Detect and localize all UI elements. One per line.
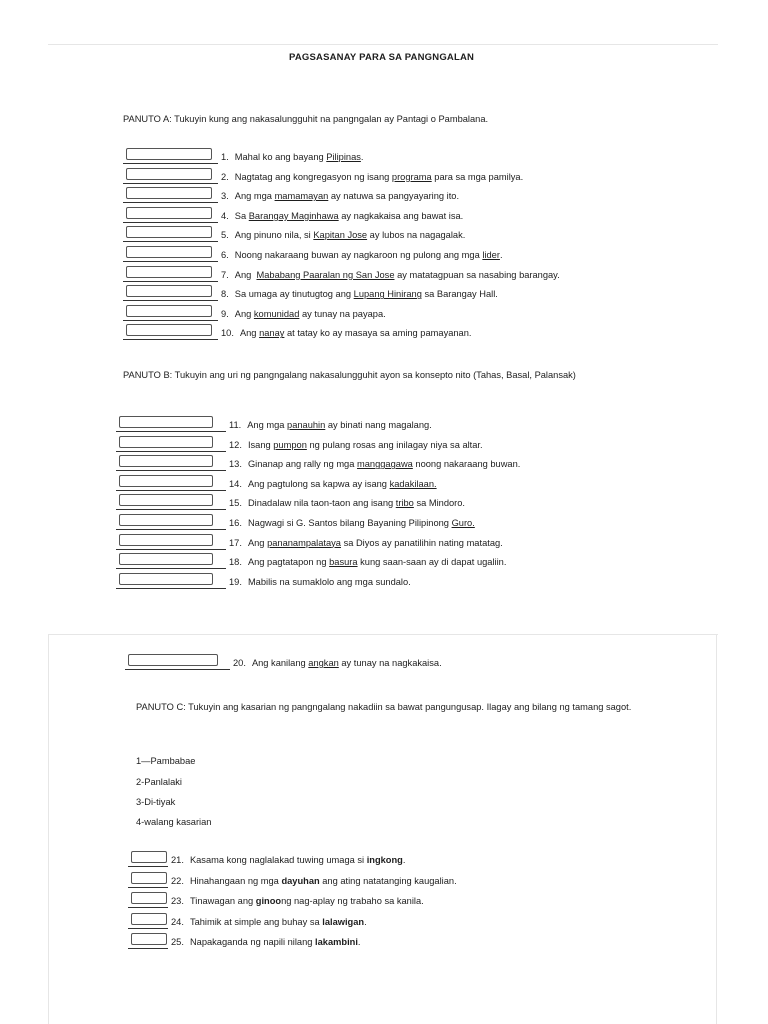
key-noun: pananampalataya — [267, 537, 341, 548]
question-number: 13. — [229, 459, 242, 470]
key-noun: lalawigan — [322, 916, 365, 927]
question-text: Tahimik at simple ang buhay sa — [189, 916, 323, 927]
key-noun: tribo — [395, 498, 414, 509]
question-text: Ang pagtulong sa kapwa ay isang — [247, 478, 390, 489]
question-text: Ginanap ang rally ng mga — [247, 459, 357, 470]
question-text-end: . — [499, 250, 503, 260]
legend-1: 1—Pambabae — [136, 756, 196, 766]
question-text-end: at tatay ko ay masaya sa aming pamayanan. — [284, 328, 472, 339]
answer-blank[interactable] — [128, 938, 168, 949]
question-text: Sa — [234, 210, 249, 221]
answer-blank[interactable] — [116, 421, 226, 432]
question-text: Ang — [239, 328, 260, 339]
answer-box[interactable] — [126, 246, 212, 258]
panuto-c: PANUTO C: Tukuyin ang kasarian ng pangngalang nakadiin sa bawat pangungusap. Ilagay ang bilang ng tamang sagot. — [136, 702, 632, 712]
question-row-3 — [123, 189, 459, 203]
page2-top-edge — [48, 634, 718, 635]
question-text-end: ay tunay na nagkakaisa. — [338, 658, 442, 668]
answer-box[interactable] — [131, 933, 167, 945]
answer-box[interactable] — [126, 266, 212, 278]
question-text: Ang mga — [234, 191, 275, 202]
question-text-end: ay tunay na payapa. — [299, 308, 386, 319]
question-text-end: ang ating natatanging kaugalian. — [319, 875, 457, 886]
question-row-24 — [128, 915, 367, 929]
question-text-end: . — [357, 937, 361, 947]
question-number: 16. — [229, 518, 242, 528]
question-text-end: ay lubos na nagagalak. — [367, 230, 466, 241]
question-text-end: sa Barangay Hall. — [421, 289, 498, 300]
question-row-22 — [128, 874, 457, 888]
answer-box[interactable] — [119, 494, 213, 506]
question-row-8 — [123, 287, 498, 301]
question-row-20 — [125, 656, 442, 670]
question-text-end: para sa mga pamilya. — [431, 171, 524, 182]
question-text: Mabilis na sumaklolo ang mga sundalo. — [247, 576, 411, 587]
key-noun: Pilipinas — [326, 152, 361, 162]
answer-blank[interactable] — [123, 212, 218, 223]
answer-blank[interactable] — [125, 659, 230, 670]
question-text-end: ng nag-aplay ng trabaho sa kanila. — [281, 896, 424, 906]
answer-blank[interactable] — [116, 460, 226, 471]
key-noun: Lupang Hinirang — [353, 289, 422, 300]
answer-box[interactable] — [119, 553, 213, 565]
question-number: 6. — [221, 250, 229, 260]
legend-4: 4-walang kasarian — [136, 817, 212, 827]
key-noun: Barangay Maginhawa — [248, 210, 339, 221]
key-noun: dayuhan — [281, 875, 320, 886]
question-row-17 — [116, 536, 503, 550]
question-text: Isang — [247, 439, 274, 450]
answer-blank[interactable] — [123, 290, 218, 301]
answer-blank[interactable] — [128, 856, 168, 867]
answer-box[interactable] — [131, 851, 167, 863]
answer-box[interactable] — [126, 226, 212, 238]
question-text: Ang pagtatapon ng — [247, 557, 330, 568]
question-text: Ang mga — [247, 420, 288, 430]
answer-blank[interactable] — [123, 310, 218, 321]
question-row-1 — [123, 150, 363, 164]
question-row-11 — [116, 418, 432, 432]
answer-blank[interactable] — [123, 173, 218, 184]
key-noun: pumpon — [273, 439, 307, 450]
answer-box[interactable] — [128, 654, 218, 666]
answer-box[interactable] — [126, 168, 212, 180]
question-text-end: . — [402, 855, 406, 865]
key-noun: lakambini — [315, 937, 358, 947]
answer-box[interactable] — [131, 872, 167, 884]
answer-blank[interactable] — [123, 251, 218, 262]
key-noun: Kapitan Jose — [313, 230, 368, 241]
question-text: Nagtatag ang kongregasyon ng isang — [234, 171, 392, 182]
answer-blank[interactable] — [123, 231, 218, 242]
question-number: 17. — [229, 537, 242, 548]
question-number: 11. — [229, 420, 242, 430]
answer-box[interactable] — [126, 148, 212, 160]
question-number: 20. — [233, 658, 246, 668]
key-noun: komunidad — [253, 308, 300, 319]
answer-blank[interactable] — [116, 480, 226, 491]
question-row-4 — [123, 209, 463, 223]
question-number: 2. — [221, 171, 229, 182]
answer-blank[interactable] — [128, 877, 168, 888]
answer-blank[interactable] — [128, 897, 168, 908]
question-text: Ang — [234, 308, 254, 319]
question-text: Ang pinuno nila, si — [234, 230, 314, 241]
question-number: 23. — [171, 896, 184, 906]
page1-top-edge — [48, 44, 718, 45]
key-noun: lider — [482, 250, 500, 260]
key-noun: nanay — [259, 328, 285, 339]
key-noun: angkan — [308, 658, 339, 668]
answer-box[interactable] — [119, 436, 213, 448]
question-text-end: ay natuwa sa pangyayaring ito. — [328, 191, 460, 202]
answer-blank[interactable] — [123, 153, 218, 164]
legend-3: 3-Di-tiyak — [136, 797, 176, 807]
question-text-end: ay nagkakaisa ang bawat isa. — [338, 210, 464, 221]
answer-box[interactable] — [126, 324, 212, 336]
key-noun: panauhin — [287, 420, 326, 430]
answer-box[interactable] — [119, 455, 213, 467]
answer-blank[interactable] — [116, 519, 226, 530]
question-text-end: . — [364, 916, 367, 927]
question-number: 21. — [171, 855, 184, 865]
legend-2: 2-Panlalaki — [136, 777, 182, 787]
worksheet-title: PAGSASANAY PARA SA PANGNGALAN — [289, 52, 475, 63]
question-number: 9. — [221, 308, 229, 319]
key-noun: programa — [391, 171, 432, 182]
question-row-10 — [123, 326, 471, 340]
question-text: Sa umaga ay tinutugtog ang — [234, 289, 354, 300]
question-number: 18. — [229, 557, 242, 568]
question-text-end: sa Diyos ay panatilihin nating matatag. — [340, 537, 503, 548]
question-number: 4. — [221, 210, 229, 221]
question-number: 25. — [171, 937, 184, 947]
question-text: Mahal ko ang bayang — [234, 152, 327, 162]
answer-box[interactable] — [131, 913, 167, 925]
key-noun: Mababang Paaralan ng San Jose — [256, 269, 395, 280]
key-noun: basura — [329, 557, 358, 568]
answer-box[interactable] — [126, 187, 212, 199]
question-number: 19. — [229, 576, 242, 587]
answer-box[interactable] — [126, 285, 212, 297]
answer-box[interactable] — [119, 573, 213, 585]
key-noun: ginoo — [255, 896, 282, 906]
key-noun: manggagawa — [357, 459, 413, 470]
answer-box[interactable] — [126, 207, 212, 219]
key-noun: kadakilaan. — [389, 478, 437, 489]
panuto-b: PANUTO B: Tukuyin ang uri ng pangngalang nakasalungguhit ayon sa konsepto nito (Tahas, Basal, Palansak) — [123, 370, 576, 380]
question-number: 15. — [229, 498, 242, 509]
answer-box[interactable] — [119, 534, 213, 546]
question-text-end: ay matatagpuan sa nasabing barangay. — [394, 269, 560, 280]
answer-blank[interactable] — [123, 271, 218, 282]
question-row-12 — [116, 438, 483, 452]
answer-blank[interactable] — [116, 558, 226, 569]
question-text: Ang — [234, 269, 257, 280]
question-text: Ang kanilang — [251, 658, 309, 668]
question-row-19 — [116, 575, 411, 589]
question-row-15 — [116, 496, 465, 510]
answer-box[interactable] — [119, 416, 213, 428]
question-text-end: ay binati nang magalang. — [325, 420, 432, 430]
question-number: 22. — [171, 875, 184, 886]
answer-blank[interactable] — [116, 441, 226, 452]
question-text: Dinadalaw nila taon-taon ang isang — [247, 498, 396, 509]
answer-box[interactable] — [126, 305, 212, 317]
question-row-9 — [123, 307, 386, 321]
question-number: 1. — [221, 152, 229, 162]
question-number: 8. — [221, 289, 229, 300]
question-text: Nagwagi si G. Santos bilang Bayaning Pilipinong — [247, 518, 452, 528]
question-text: Napakaganda ng napili nilang — [189, 937, 316, 947]
question-text: Ang — [247, 537, 268, 548]
question-number: 14. — [229, 478, 242, 489]
question-row-16 — [116, 516, 475, 530]
question-text-end: kung saan-saan ay di dapat ugaliin. — [357, 557, 507, 568]
question-text: Noong nakaraang buwan ay nagkaroon ng pulong ang mga — [234, 250, 483, 260]
question-row-23 — [128, 894, 424, 908]
question-row-2 — [123, 170, 523, 184]
question-number: 3. — [221, 191, 229, 202]
question-text: Tinawagan ang — [189, 896, 256, 906]
question-row-6 — [123, 248, 503, 262]
question-text: Hinahangaan ng mga — [189, 875, 282, 886]
answer-blank[interactable] — [116, 499, 226, 510]
question-row-21 — [128, 853, 405, 867]
key-noun: ingkong — [366, 855, 403, 865]
page2-right-edge — [716, 634, 717, 1024]
question-row-18 — [116, 555, 506, 569]
question-text-end: ng pulang rosas ang inilagay niya sa altar. — [306, 439, 483, 450]
page2-left-edge — [48, 634, 49, 1024]
question-number: 10. — [221, 328, 234, 339]
question-number: 7. — [221, 269, 229, 280]
answer-box[interactable] — [131, 892, 167, 904]
question-text-end: noong nakaraang buwan. — [412, 459, 521, 470]
question-row-25 — [128, 935, 361, 949]
answer-blank[interactable] — [116, 539, 226, 550]
question-text-end: . — [360, 152, 364, 162]
question-number: 24. — [171, 916, 184, 927]
question-number: 12. — [229, 439, 242, 450]
answer-box[interactable] — [119, 514, 213, 526]
key-noun: Guro. — [451, 518, 475, 528]
question-number: 5. — [221, 230, 229, 241]
question-text-end: sa Mindoro. — [413, 498, 466, 509]
question-row-13 — [116, 457, 520, 471]
answer-blank[interactable] — [128, 918, 168, 929]
question-row-7 — [123, 268, 560, 282]
question-text: Kasama kong naglalakad tuwing umaga si — [189, 855, 367, 865]
answer-blank[interactable] — [123, 329, 218, 340]
question-row-5 — [123, 228, 465, 242]
panuto-a: PANUTO A: Tukuyin kung ang nakasalungguhit na pangngalan ay Pantagi o Pambalana. — [123, 114, 489, 124]
answer-box[interactable] — [119, 475, 213, 487]
question-row-14 — [116, 477, 437, 491]
key-noun: mamamayan — [274, 191, 329, 202]
answer-blank[interactable] — [123, 192, 218, 203]
answer-blank[interactable] — [116, 578, 226, 589]
